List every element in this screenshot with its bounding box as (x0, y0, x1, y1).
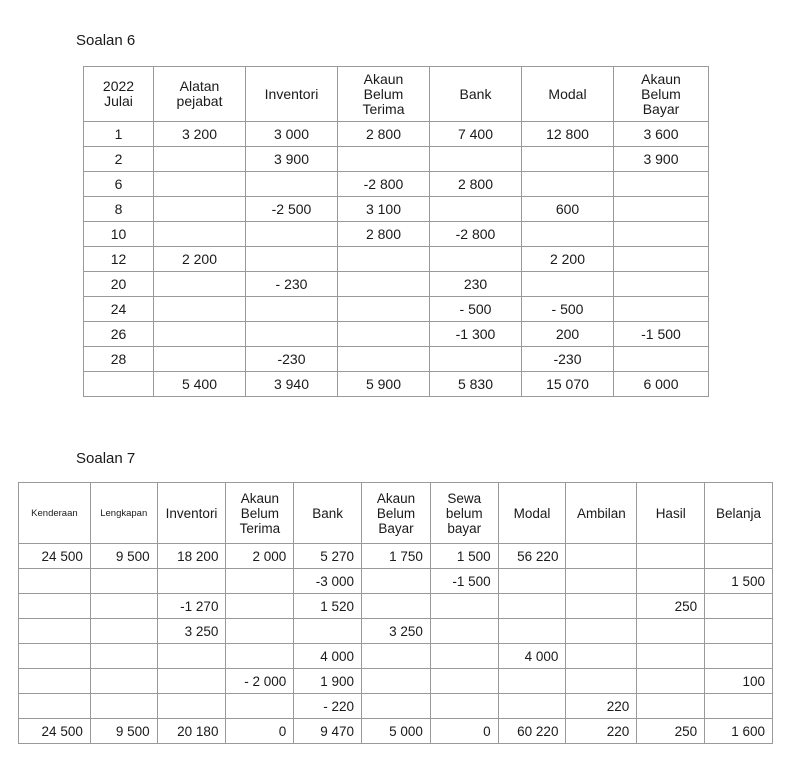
table-cell: -230 (522, 347, 614, 372)
table-cell: 250 (637, 594, 705, 619)
table-row (84, 147, 709, 172)
column-header: 2022 Julai (84, 67, 154, 122)
table-cell (705, 619, 773, 644)
table-cell: -2 800 (338, 172, 430, 197)
table-cell: 2 200 (154, 247, 246, 272)
table-cell (637, 544, 705, 569)
table-cell: 1 500 (430, 544, 498, 569)
table-cell: 28 (84, 347, 154, 372)
table-cell: 3 600 (614, 122, 709, 147)
table-cell: 6 000 (614, 372, 709, 397)
table-cell: 20 180 (157, 719, 226, 744)
table-cell (430, 347, 522, 372)
table-cell: 200 (522, 322, 614, 347)
column-header: Bank (430, 67, 522, 122)
table-cell (226, 694, 294, 719)
column-header: Inventori (157, 483, 226, 544)
table-cell (614, 222, 709, 247)
table-row (84, 297, 709, 322)
table-cell: 1 500 (705, 569, 773, 594)
table-cell: 220 (566, 719, 637, 744)
soalan-7-table (18, 482, 773, 744)
table-cell: -3 000 (294, 569, 362, 594)
table-row (84, 322, 709, 347)
table-cell (637, 694, 705, 719)
table-cell (430, 594, 498, 619)
table-cell (154, 272, 246, 297)
table-row (19, 569, 773, 594)
table-cell (90, 594, 157, 619)
table-cell (705, 544, 773, 569)
soalan-7-title: Soalan 7 (76, 450, 136, 467)
table-cell: -1 270 (157, 594, 226, 619)
table-cell (430, 247, 522, 272)
soalan-6-table (83, 66, 709, 397)
table-header-row (84, 67, 709, 122)
table-cell: 26 (84, 322, 154, 347)
table-row (84, 347, 709, 372)
table-cell (637, 669, 705, 694)
column-header: Belanja (705, 483, 773, 544)
column-header: Akaun Belum Terima (226, 483, 294, 544)
column-header: Modal (498, 483, 566, 544)
table-row (84, 272, 709, 297)
table-cell (498, 569, 566, 594)
table-cell: 0 (430, 719, 498, 744)
table-cell (338, 272, 430, 297)
table-cell (84, 372, 154, 397)
table-row (84, 247, 709, 272)
table-cell: 1 750 (362, 544, 431, 569)
table-cell (338, 297, 430, 322)
column-header: Modal (522, 67, 614, 122)
table-cell (154, 297, 246, 322)
table-cell (154, 322, 246, 347)
table-cell: 2 (84, 147, 154, 172)
table-cell: - 230 (246, 272, 338, 297)
column-header: Inventori (246, 67, 338, 122)
table-cell (522, 147, 614, 172)
table-cell (226, 619, 294, 644)
table-cell: 3 000 (246, 122, 338, 147)
table-cell: 5 270 (294, 544, 362, 569)
table-row (19, 644, 773, 669)
table-cell: 20 (84, 272, 154, 297)
table-cell (157, 569, 226, 594)
column-header: Sewa belum bayar (430, 483, 498, 544)
column-header: Bank (294, 483, 362, 544)
table-cell: - 220 (294, 694, 362, 719)
table-row (19, 719, 773, 744)
table-cell (154, 222, 246, 247)
table-cell (498, 694, 566, 719)
table-row (19, 619, 773, 644)
table-cell (90, 644, 157, 669)
table-cell: 1 600 (705, 719, 773, 744)
table-cell: 4 000 (498, 644, 566, 669)
table-cell (226, 569, 294, 594)
table-cell (90, 669, 157, 694)
table-cell (226, 644, 294, 669)
table-cell: 250 (637, 719, 705, 744)
table-cell (19, 669, 91, 694)
table-cell (705, 644, 773, 669)
table-cell (246, 247, 338, 272)
table-cell: - 500 (430, 297, 522, 322)
table-cell (362, 569, 431, 594)
table-cell (90, 694, 157, 719)
table-cell: 3 100 (338, 197, 430, 222)
table-cell: 1 900 (294, 669, 362, 694)
table-cell: 5 400 (154, 372, 246, 397)
table-row (19, 594, 773, 619)
table-cell (154, 347, 246, 372)
table-cell (338, 247, 430, 272)
table-cell (157, 644, 226, 669)
table-cell: 0 (226, 719, 294, 744)
table-cell: 2 800 (430, 172, 522, 197)
table-cell (246, 322, 338, 347)
table-cell: -2 500 (246, 197, 338, 222)
table-cell: 10 (84, 222, 154, 247)
table-cell: 15 070 (522, 372, 614, 397)
table-cell (522, 222, 614, 247)
table-cell: 3 250 (362, 619, 431, 644)
table-cell (566, 594, 637, 619)
column-header: Kenderaan (19, 483, 91, 544)
table-cell: 600 (522, 197, 614, 222)
table-cell (614, 197, 709, 222)
table-cell: 3 250 (157, 619, 226, 644)
table-cell (338, 347, 430, 372)
table-cell: -1 500 (614, 322, 709, 347)
table-cell: 8 (84, 197, 154, 222)
table-cell (90, 569, 157, 594)
table-cell (362, 669, 431, 694)
column-header: Akaun Belum Terima (338, 67, 430, 122)
table-cell (430, 694, 498, 719)
table-cell (154, 197, 246, 222)
table-cell (705, 694, 773, 719)
table-cell (19, 569, 91, 594)
table-cell (157, 694, 226, 719)
table-header-row (19, 483, 773, 544)
table-cell (430, 644, 498, 669)
table-cell: -2 800 (430, 222, 522, 247)
table-cell (19, 619, 91, 644)
table-cell: 100 (705, 669, 773, 694)
table-cell (498, 669, 566, 694)
table-cell: 1 (84, 122, 154, 147)
table-cell (522, 172, 614, 197)
table-cell (637, 644, 705, 669)
table-cell: 18 200 (157, 544, 226, 569)
table-cell (430, 619, 498, 644)
table-cell: - 2 000 (226, 669, 294, 694)
table-row (84, 122, 709, 147)
table-cell: - 500 (522, 297, 614, 322)
table-cell: 12 800 (522, 122, 614, 147)
table-cell (362, 644, 431, 669)
table-cell (294, 619, 362, 644)
table-cell: 230 (430, 272, 522, 297)
table-cell (566, 544, 637, 569)
table-cell: 6 (84, 172, 154, 197)
table-cell: 56 220 (498, 544, 566, 569)
table-cell (338, 322, 430, 347)
table-cell: 9 500 (90, 544, 157, 569)
table-cell (90, 619, 157, 644)
table-cell (430, 147, 522, 172)
table-cell (154, 147, 246, 172)
table-row (84, 372, 709, 397)
table-cell: 3 200 (154, 122, 246, 147)
table-cell (566, 669, 637, 694)
table-cell: 2 200 (522, 247, 614, 272)
table-cell (226, 594, 294, 619)
table-cell: 24 500 (19, 544, 91, 569)
table-cell (498, 619, 566, 644)
table-cell (362, 694, 431, 719)
table-cell (154, 172, 246, 197)
table-cell (157, 669, 226, 694)
table-cell (246, 297, 338, 322)
table-row (19, 694, 773, 719)
table-cell (637, 619, 705, 644)
table-cell: 2 000 (226, 544, 294, 569)
table-row (84, 197, 709, 222)
table-cell (566, 619, 637, 644)
table-cell (362, 594, 431, 619)
table-cell (19, 594, 91, 619)
table-cell: 24 500 (19, 719, 91, 744)
table-cell: 220 (566, 694, 637, 719)
column-header: Akaun Belum Bayar (614, 67, 709, 122)
table-cell (246, 172, 338, 197)
column-header: Akaun Belum Bayar (362, 483, 431, 544)
table-cell (338, 147, 430, 172)
table-cell: 24 (84, 297, 154, 322)
column-header: Alatan pejabat (154, 67, 246, 122)
table-cell (246, 222, 338, 247)
table-cell: 3 900 (246, 147, 338, 172)
table-cell: 5 830 (430, 372, 522, 397)
table-cell: 5 900 (338, 372, 430, 397)
table-cell: 12 (84, 247, 154, 272)
table-cell: 5 000 (362, 719, 431, 744)
table-cell (566, 569, 637, 594)
table-cell (614, 347, 709, 372)
table-cell: 3 900 (614, 147, 709, 172)
table-cell (566, 644, 637, 669)
table-row (19, 544, 773, 569)
table-cell (614, 297, 709, 322)
table-cell (430, 669, 498, 694)
table-row (19, 669, 773, 694)
table-cell (614, 272, 709, 297)
table-cell: -230 (246, 347, 338, 372)
table-cell: 1 520 (294, 594, 362, 619)
table-cell (614, 247, 709, 272)
column-header: Lengkapan (90, 483, 157, 544)
table-cell: 4 000 (294, 644, 362, 669)
table-cell (19, 694, 91, 719)
table-cell: -1 500 (430, 569, 498, 594)
table-row (84, 172, 709, 197)
table-cell: 9 500 (90, 719, 157, 744)
table-cell: 60 220 (498, 719, 566, 744)
soalan-6-title: Soalan 6 (76, 32, 136, 49)
table-cell (19, 644, 91, 669)
table-cell (522, 272, 614, 297)
column-header: Hasil (637, 483, 705, 544)
table-cell: 2 800 (338, 222, 430, 247)
table-row (84, 222, 709, 247)
table-cell: 7 400 (430, 122, 522, 147)
table-cell: 9 470 (294, 719, 362, 744)
column-header: Ambilan (566, 483, 637, 544)
table-cell (637, 569, 705, 594)
table-cell (498, 594, 566, 619)
table-cell (705, 594, 773, 619)
table-cell (430, 197, 522, 222)
table-cell: 3 940 (246, 372, 338, 397)
table-cell (614, 172, 709, 197)
table-cell: 2 800 (338, 122, 430, 147)
table-cell: -1 300 (430, 322, 522, 347)
